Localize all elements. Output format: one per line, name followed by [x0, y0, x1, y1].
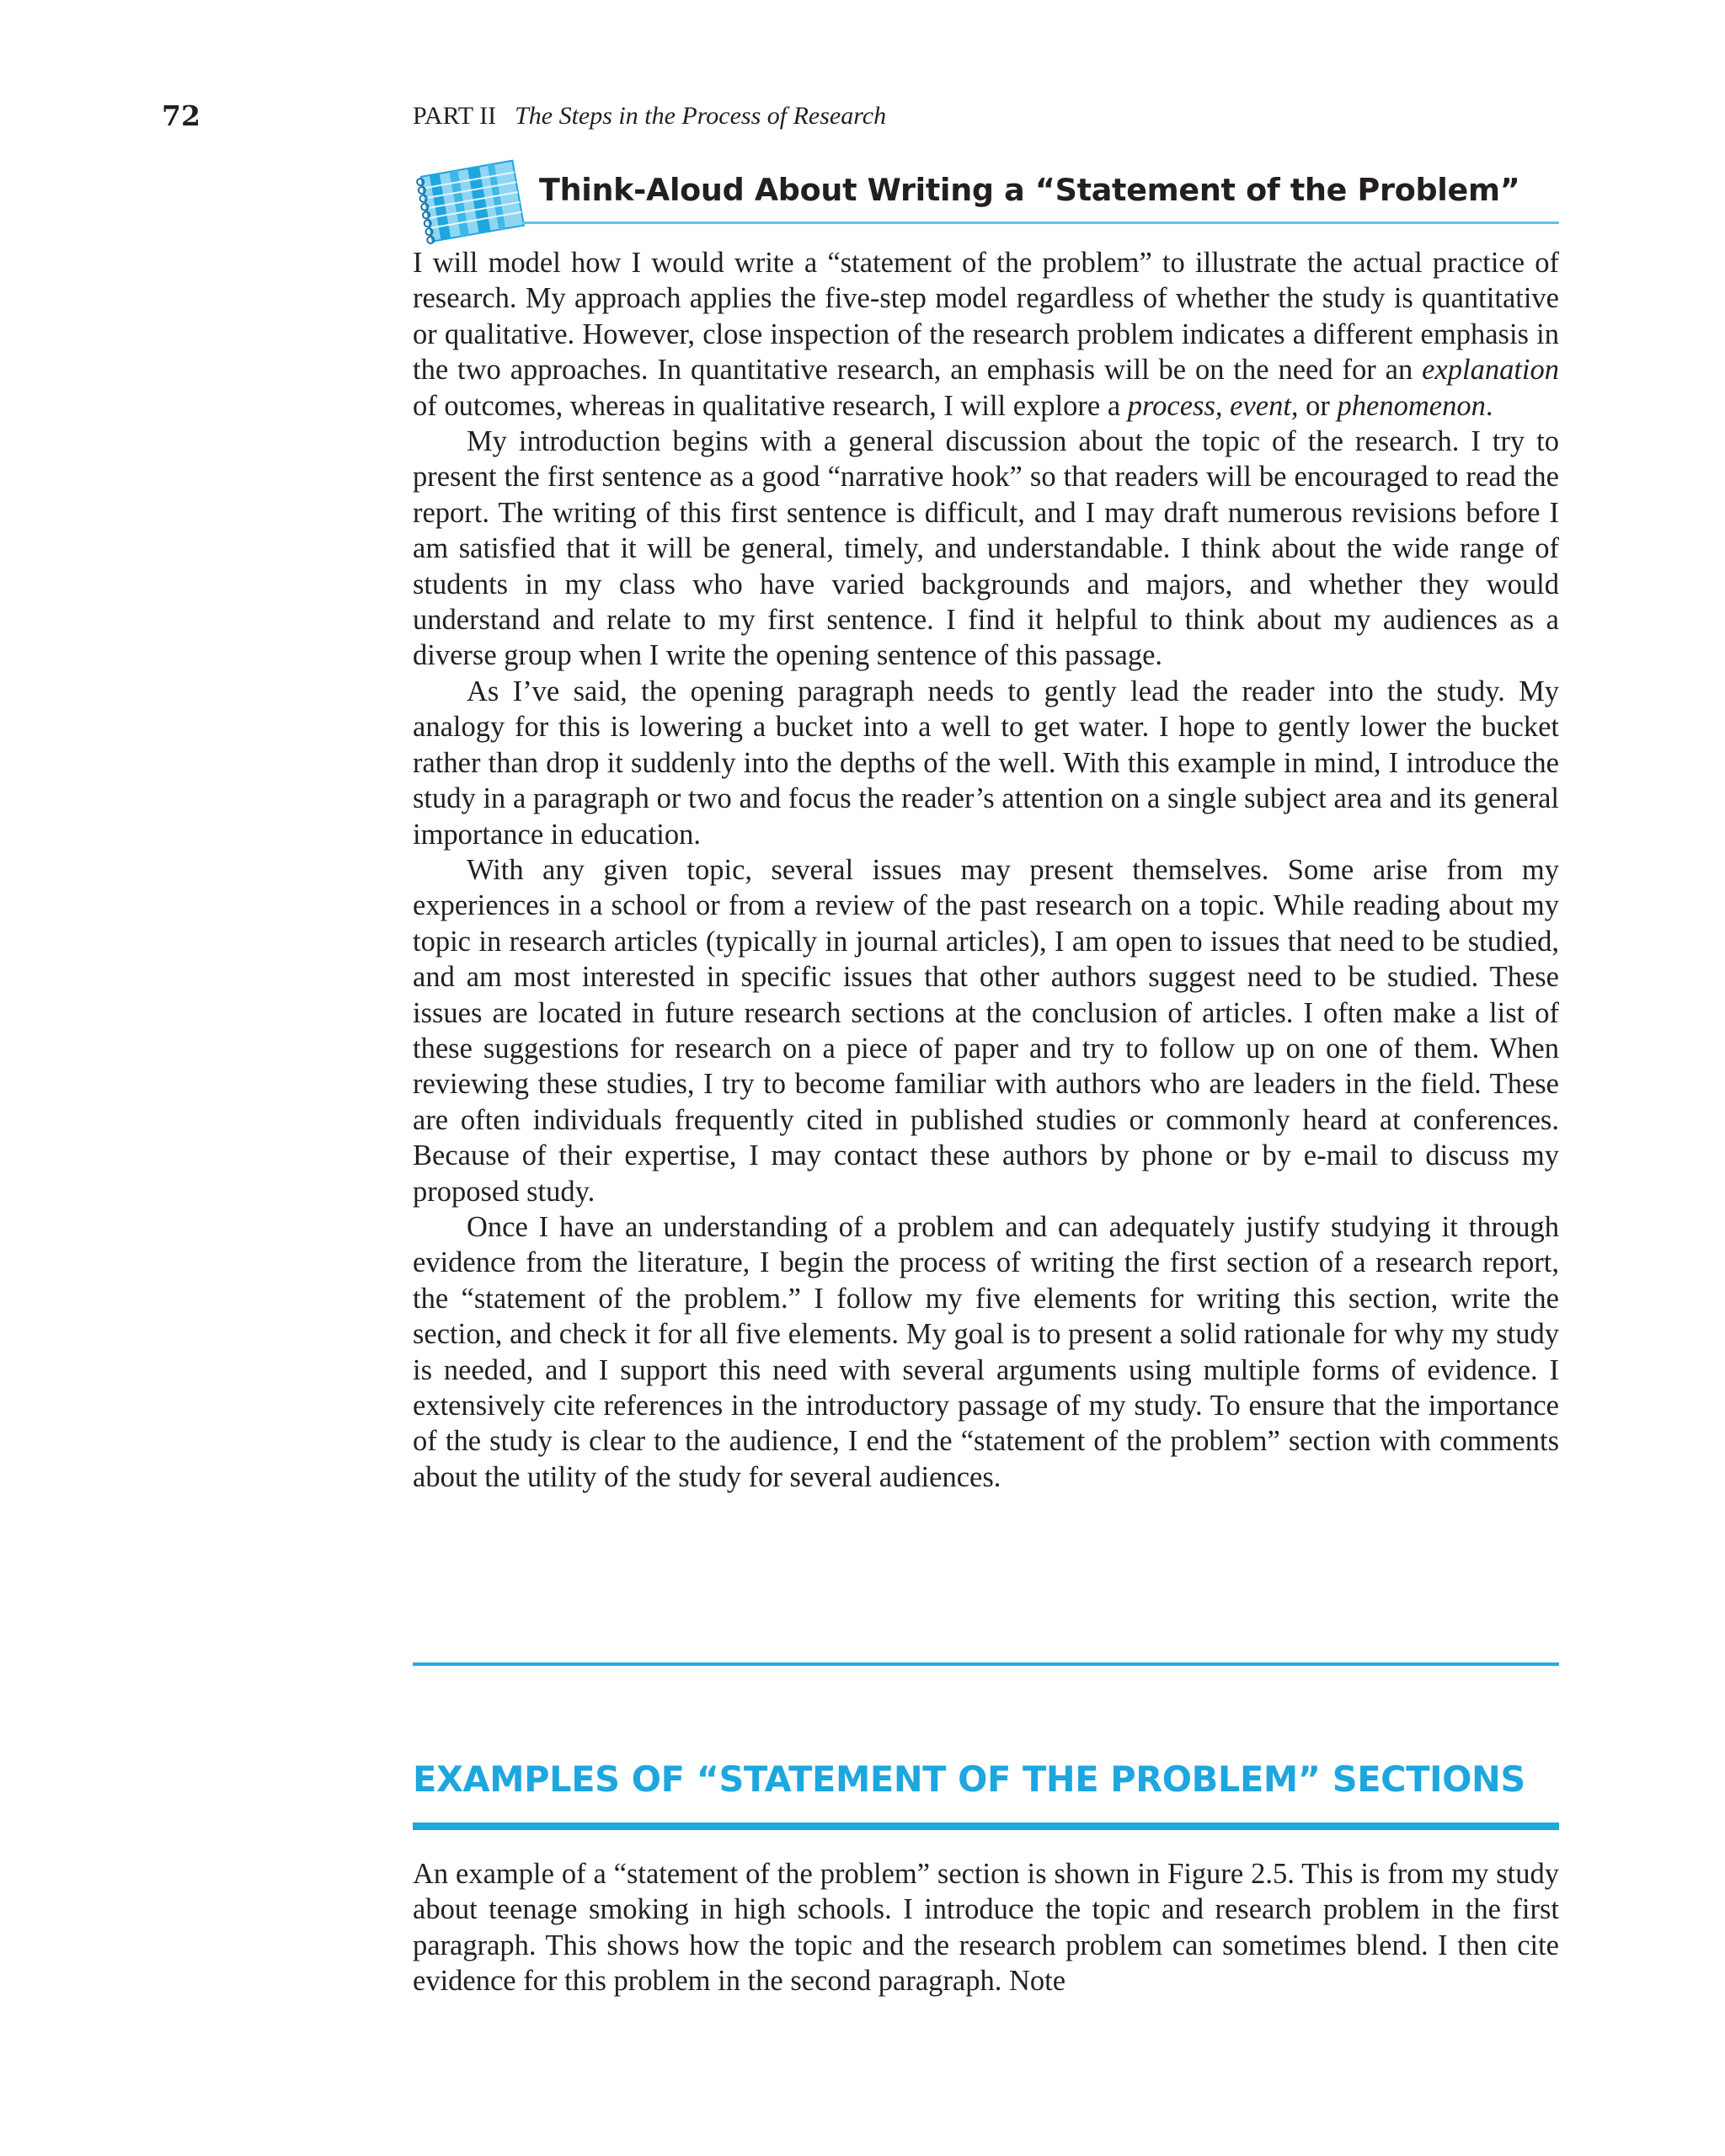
page-number: 72 [162, 99, 200, 132]
think-aloud-top-rule [522, 221, 1559, 224]
emphasis-text: explanation [1422, 354, 1559, 387]
paragraph-text: . [1485, 389, 1493, 422]
think-aloud-bottom-rule [413, 1662, 1559, 1666]
think-aloud-title: Think-Aloud About Writing a “Statement of the Problem” [539, 172, 1520, 208]
part-label: PART II [413, 102, 497, 130]
think-aloud-paragraph-5: Once I have an understanding of a problem and can adequately justify studying it through evidence from the literature, I begin the process of writing the first section of a research report, the “statement of the problem.” I follow my five elements for writing this section, write the section, and check it for all five elements. My goal is to present a solid rationale for why my study is needed, and I support this need with several arguments using multiple forms of evidence. I extensively cite references in the introductory passage of my study. To ensure that the importance of the study is clear to the audience, I end the “statement of the problem” section with comments about the utility of the study for several audiences. [413, 1210, 1559, 1493]
paragraph-text: I will model how I would write a “statement of the problem” to illustrate the actual practice of research. My approach applies the five-step model regardless of whether the study is quantitative or qualitative. However, close inspection of the research problem indicates a different emphasis in the two approaches. In quantitative research, an emphasis will be on the need for an [413, 247, 1559, 387]
emphasis-text: process, event, [1127, 389, 1299, 422]
think-aloud-paragraph-1 [413, 245, 1559, 424]
paragraph-text: of outcomes, whereas in qualitative research, I will explore a [413, 389, 1128, 422]
section-heading: EXAMPLES OF “STATEMENT OF THE PROBLEM” SECTIONS [413, 1758, 1525, 1800]
paragraph-text: or [1298, 389, 1338, 422]
notebook-icon [408, 157, 534, 246]
emphasis-text: phenomenon [1337, 389, 1486, 422]
think-aloud-paragraph-4: With any given topic, several issues may present themselves. Some arise from my experiences in a school or from a review of the past research on a topic. While reading about my topic in research articles (typically in journal articles), I am open to issues that need to be studied, and am most interested in specific issues that other authors suggest need to be studied. These issues are located in future research sections at the conclusion of articles. I often make a list of these suggestions for research on a piece of paper and try to follow up on one of them. When reviewing these studies, I try to become familiar with authors who are leaders in the field. These are often individuals frequently cited in published studies or commonly heard at conferences. Because of their expertise, I may contact these authors by phone or by e-mail to discuss my proposed study. [413, 853, 1559, 1208]
think-aloud-paragraph-3: As I’ve said, the opening paragraph needs to gently lead the reader into the study. My analogy for this is lowering a bucket into a well to get water. I hope to gently lower the bucket rather than drop it suddenly into the depths of the well. With this example in mind, I introduce the study in a paragraph or two and focus the reader’s attention on a single subject area and its general importance in education. [413, 675, 1559, 851]
section-body [413, 1856, 1559, 1999]
part-title: The Steps in the Process of Research [515, 102, 887, 130]
running-header [413, 102, 886, 131]
think-aloud-paragraph-2: My introduction begins with a general discussion about the topic of the research. I try to present the first sentence as a good “narrative hook” so that readers will be encouraged to read the report. The writing of this first sentence is difficult, and I may draft numerous revisions before I am satisfied that it will be general, timely, and understandable. I think about the wide range of students in my class who have varied backgrounds and majors, and whether they would understand and relate to my first sentence. I find it helpful to think about my audiences as a diverse group when I write the opening sentence of this passage. [413, 425, 1559, 672]
section-paragraph-1: An example of a “statement of the problem” section is shown in Figure 2.5. This is from my study about teenage smoking in high schools. I introduce the topic and research problem in the first paragraph. This shows how the topic and the research problem can sometimes blend. I then cite evidence for this problem in the second paragraph. Note [413, 1858, 1559, 1998]
think-aloud-body [413, 245, 1559, 1495]
section-heading-rule [413, 1822, 1559, 1830]
